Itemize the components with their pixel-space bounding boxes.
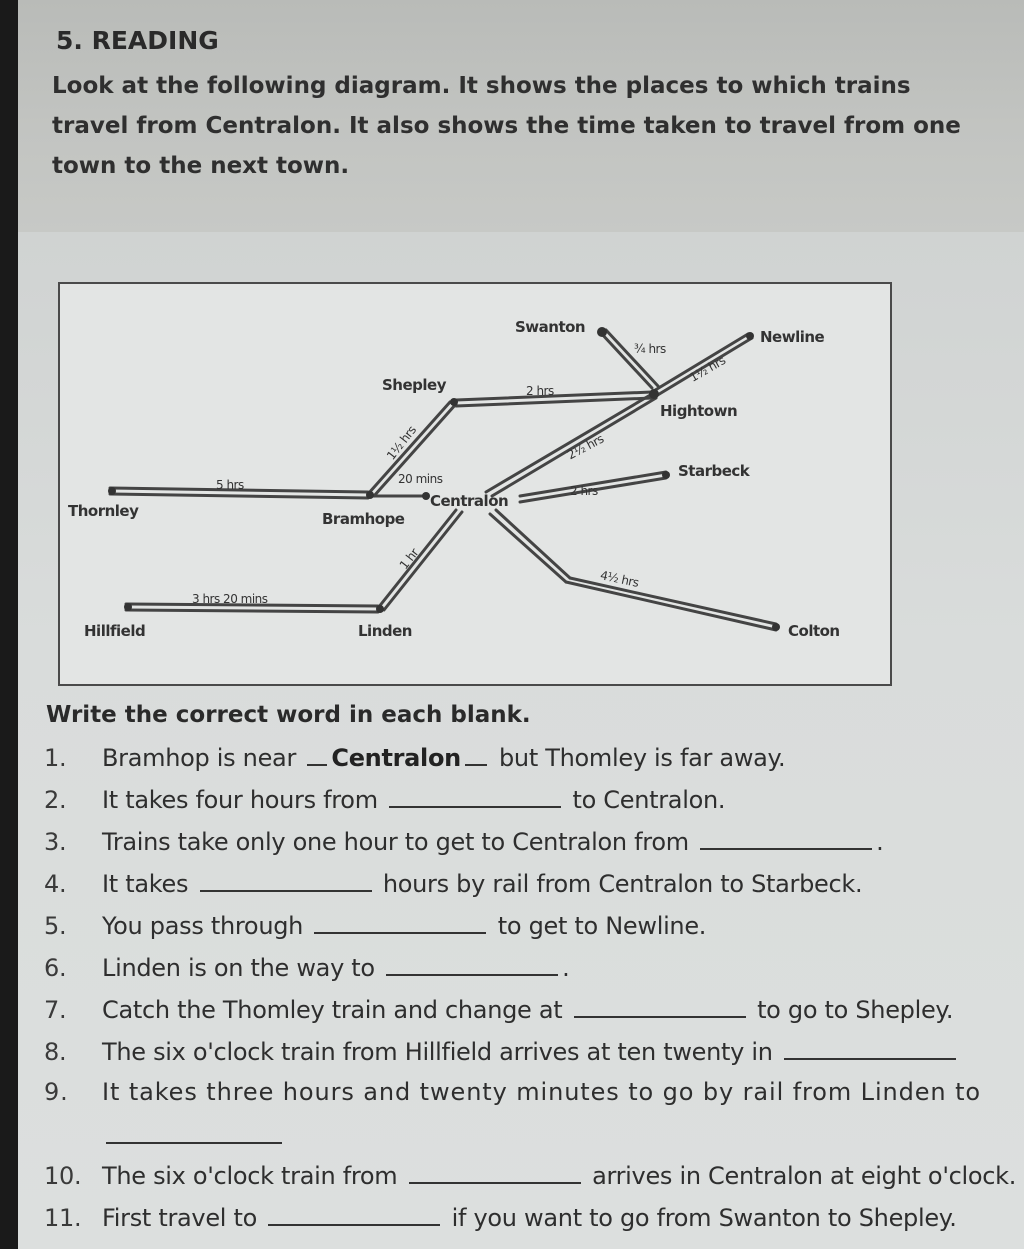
town-bramhope: Bramhope bbox=[322, 510, 405, 528]
answer-blank-2[interactable] bbox=[389, 784, 561, 808]
time-shepley-hightown: 2 hrs bbox=[526, 384, 554, 398]
question-5: 5. You pass through to get to Newline. bbox=[44, 912, 707, 940]
question-11: 11. First travel to if you want to go from Swanton to Shepley. bbox=[44, 1204, 957, 1232]
town-thornley: Thornley bbox=[68, 502, 139, 520]
question-3: 3. Trains take only one hour to get to Centralon from . bbox=[44, 828, 884, 856]
time-centralon-colton: 4½ hrs bbox=[598, 568, 640, 590]
time-bramhope-shepley: 1½ hrs bbox=[383, 423, 419, 463]
bottom-page bbox=[18, 232, 1024, 1249]
answer-blank-9[interactable] bbox=[106, 1120, 282, 1144]
time-swanton-hightown: ¾ hrs bbox=[634, 342, 666, 356]
question-7: 7. Catch the Thomley train and change at to go to Shepley. bbox=[44, 996, 954, 1024]
time-hightown-newline: 1½ hrs bbox=[687, 353, 728, 385]
time-centralon-starbeck: 2 hrs bbox=[570, 484, 598, 498]
answer-1[interactable]: Centralon bbox=[331, 744, 461, 772]
answer-blank-10[interactable] bbox=[409, 1160, 581, 1184]
answer-blank-11[interactable] bbox=[268, 1202, 440, 1226]
section-heading: 5. READING bbox=[56, 26, 219, 55]
rail-map-diagram bbox=[58, 282, 892, 686]
question-6: 6. Linden is on the way to . bbox=[44, 954, 570, 982]
time-bramhope-centralon: 20 mins bbox=[398, 472, 443, 486]
answer-blank-8[interactable] bbox=[784, 1036, 956, 1060]
question-1: 1. Bramhop is near Centralon but Thomley is far away. bbox=[44, 744, 786, 772]
answer-blank-4[interactable] bbox=[200, 868, 372, 892]
answer-blank-7[interactable] bbox=[574, 994, 746, 1018]
town-hightown: Hightown bbox=[660, 402, 738, 420]
town-linden: Linden bbox=[358, 622, 412, 640]
answer-blank-5[interactable] bbox=[314, 910, 486, 934]
question-4: 4. It takes hours by rail from Centralon to Starbeck. bbox=[44, 870, 863, 898]
time-thornley-bramhope: 5 hrs bbox=[216, 478, 244, 492]
answer-blank-3[interactable] bbox=[700, 826, 872, 850]
time-hillfield-linden: 3 hrs 20 mins bbox=[192, 592, 268, 606]
answer-blank-6[interactable] bbox=[386, 952, 558, 976]
question-10: 10. The six o'clock train from arrives in Centralon at eight o'clock. bbox=[44, 1162, 1017, 1190]
town-swanton: Swanton bbox=[515, 318, 586, 336]
top-page bbox=[18, 0, 1024, 232]
town-starbeck: Starbeck bbox=[678, 462, 750, 480]
intro-text: Look at the following diagram. It shows the places to which trains travel from Centralon. It also shows the time taken to travel from one town to the next town. bbox=[52, 73, 961, 179]
question-2: 2. It takes four hours from to Centralon. bbox=[44, 786, 726, 814]
question-9: 9. It takes three hours and twenty minutes to go by rail from Linden to bbox=[44, 1078, 981, 1106]
time-centralon-hightown: 2½ hrs bbox=[564, 431, 606, 463]
exercise-instruction: Write the correct word in each blank. bbox=[46, 702, 531, 728]
question-9-blank-line bbox=[102, 1120, 286, 1150]
town-hillfield: Hillfield bbox=[84, 622, 146, 640]
town-shepley: Shepley bbox=[382, 376, 446, 394]
time-centralon-linden: 1 hr bbox=[396, 546, 422, 572]
town-newline: Newline bbox=[760, 328, 825, 346]
town-colton: Colton bbox=[788, 622, 840, 640]
question-8: 8. The six o'clock train from Hillfield arrives at ten twenty in bbox=[44, 1036, 960, 1066]
town-centralon: Centralon bbox=[430, 492, 509, 510]
